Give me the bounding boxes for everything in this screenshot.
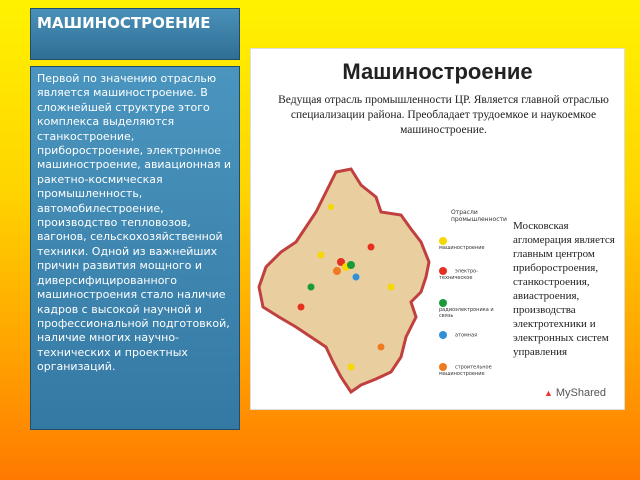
map-dot: [388, 284, 395, 291]
map-dot: [348, 364, 355, 371]
legend-dot: [439, 299, 447, 307]
myshared-icon: ▲: [543, 388, 553, 398]
legend-dot: [439, 267, 447, 275]
region-shape: [259, 169, 429, 392]
map-dot: [353, 274, 360, 281]
map-dot: [328, 204, 334, 210]
legend-item: машиностроение: [439, 237, 499, 251]
legend-item: атомная: [439, 331, 499, 339]
legend-dot: [439, 237, 447, 245]
picture-subtitle: Ведущая отрасль промышленности ЦР. Является главной отраслью специализации района. Преобладает трудоемкое и наукоемкое машиностроение.: [278, 94, 609, 136]
map-dot: [347, 261, 355, 269]
map-dot: [378, 344, 385, 351]
picture-note: Московская агломерация является главным центром приборостроения, станкостроения, авиастроения, производства электротехники и электронных систем управления: [513, 220, 615, 358]
legend-dot: [439, 363, 447, 371]
legend-title: Отрасли промышленности: [451, 209, 507, 223]
watermark: ▲ MyShared: [543, 387, 606, 399]
legend-item: строительное машиностроение: [439, 364, 492, 377]
legend-dot: [439, 331, 447, 339]
map-dot: [333, 267, 341, 275]
picture-title: Машиностроение: [342, 59, 533, 84]
map-dot: [318, 252, 325, 259]
map-dot: [298, 304, 305, 311]
map-dot: [368, 244, 375, 251]
slide-body-text: Первой по значению отраслью является машиностроение. В сложнейшей структуре этого комплекса выделяются станкостроение, приборостроение, электронное машиностроение, авиационная и ракетно-космическая промышленность, автомобилестроение, производство тепловозов, вагонов, сельскохозяйственной техники. Одной из важнейших причин развития мощного и диверсифицированного машиностроения стало наличие кадров с высокой научной и профессиональной подготовкой, наличие многих научно-технических и проектных организаций.: [30, 66, 240, 430]
legend-item: электро-техническое: [439, 268, 478, 281]
legend-item: радиоэлектроника и связь: [439, 299, 499, 319]
slide-title: МАШИНОСТРОЕНИЕ: [30, 8, 240, 60]
map-picture: [250, 48, 625, 410]
map-dot: [308, 284, 315, 291]
